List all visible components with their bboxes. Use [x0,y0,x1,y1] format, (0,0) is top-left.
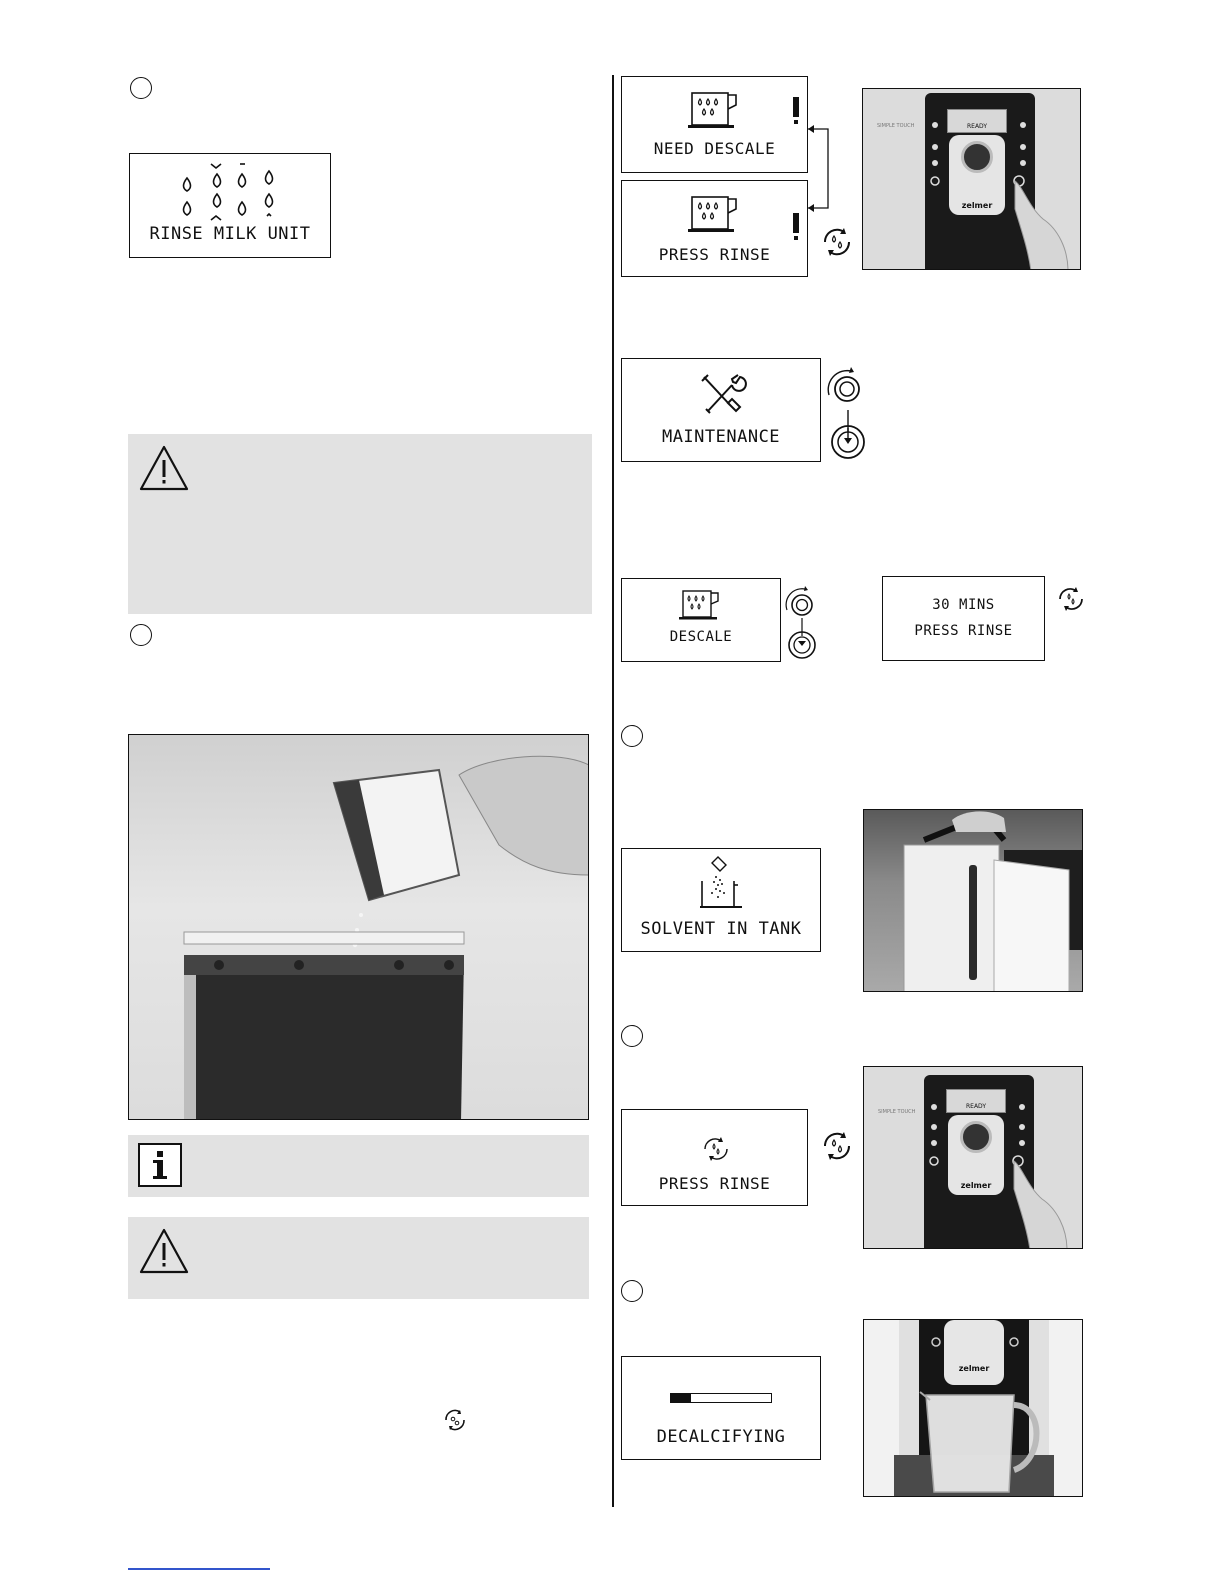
rinse-button-icon [817,1126,857,1166]
rinse-milk-unit-display [129,153,331,258]
step-marker-3 [621,725,643,747]
maintenance-display [621,358,821,462]
timer-display [882,576,1045,661]
press-rinse-display-2 [621,1109,808,1206]
alert-icon [793,213,799,233]
tank-and-pouch-illustration [129,735,589,1120]
info-icon [138,1143,182,1187]
tools-icon [698,371,748,417]
solvent-in-tank-text: SOLVENT IN TANK [640,919,802,939]
press-rinse-text-2: PRESS RINSE [658,1174,771,1193]
machine-press-rinse-photo [862,88,1081,270]
solvent-tank-icon [696,855,746,911]
descale-display [621,578,781,662]
rotary-knob-press-icon [826,410,872,464]
progress-bar-fill [671,1394,691,1402]
decalcifying-display [621,1356,821,1460]
machine-press-rinse-photo-2 [863,1066,1083,1249]
solvent-in-tank-display [621,848,821,952]
rotary-knob-press-icon [783,618,823,664]
alert-icon-dot [794,236,798,240]
step-marker-2 [130,624,152,646]
warning-triangle-icon [138,444,190,492]
progress-bar [670,1393,772,1403]
bottom-link-underline [128,1568,270,1570]
machine-series: SIMPLE TOUCH [877,123,915,129]
warning-panel [128,434,592,614]
press-rinse-text: PRESS RINSE [658,245,771,264]
step-marker-5 [621,1280,643,1302]
alert-icon [793,97,799,117]
warning-triangle-icon [138,1227,190,1275]
descale-kettle-icon [686,191,746,237]
timer-line-1: 30 MINS [932,597,995,613]
rinse-button-icon [817,222,857,262]
machine-jug-photo [863,1319,1083,1497]
rinse-icon [440,1405,470,1435]
maintenance-text: MAINTENANCE [661,427,781,447]
machine-brand: zelmer [958,1364,990,1373]
step-marker-4 [621,1025,643,1047]
rinse-icon [699,1132,733,1166]
rinse-button-icon [1054,582,1088,616]
warning-panel-2 [128,1217,589,1299]
step-marker-1 [130,77,152,99]
need-descale-text: NEED DESCALE [653,139,776,158]
water-drops-icon [130,158,330,228]
descale-text: DESCALE [669,629,733,645]
timer-line-2: PRESS RINSE [914,623,1013,639]
need-descale-display [621,76,808,173]
machine-brand: zelmer [960,1181,992,1190]
decalcifying-text: DECALCIFYING [656,1427,786,1447]
column-divider [612,75,614,1507]
machine-brand: zelmer [961,201,993,210]
info-panel [128,1135,589,1197]
machine-screen: READY [946,1089,1006,1113]
rinse-milk-unit-text: RINSE MILK UNIT [149,224,311,244]
water-tank-photo [863,809,1083,992]
toggle-arrow-icon [806,124,836,214]
descale-kettle-icon [678,587,726,625]
descale-kettle-icon [686,87,746,133]
alert-icon-dot [794,120,798,124]
descaler-pouring-photo [128,734,589,1120]
press-rinse-display-1 [621,180,808,277]
machine-series: SIMPLE TOUCH [878,1109,916,1115]
rotary-knob-turn-icon [823,365,869,411]
machine-screen: READY [947,109,1007,133]
